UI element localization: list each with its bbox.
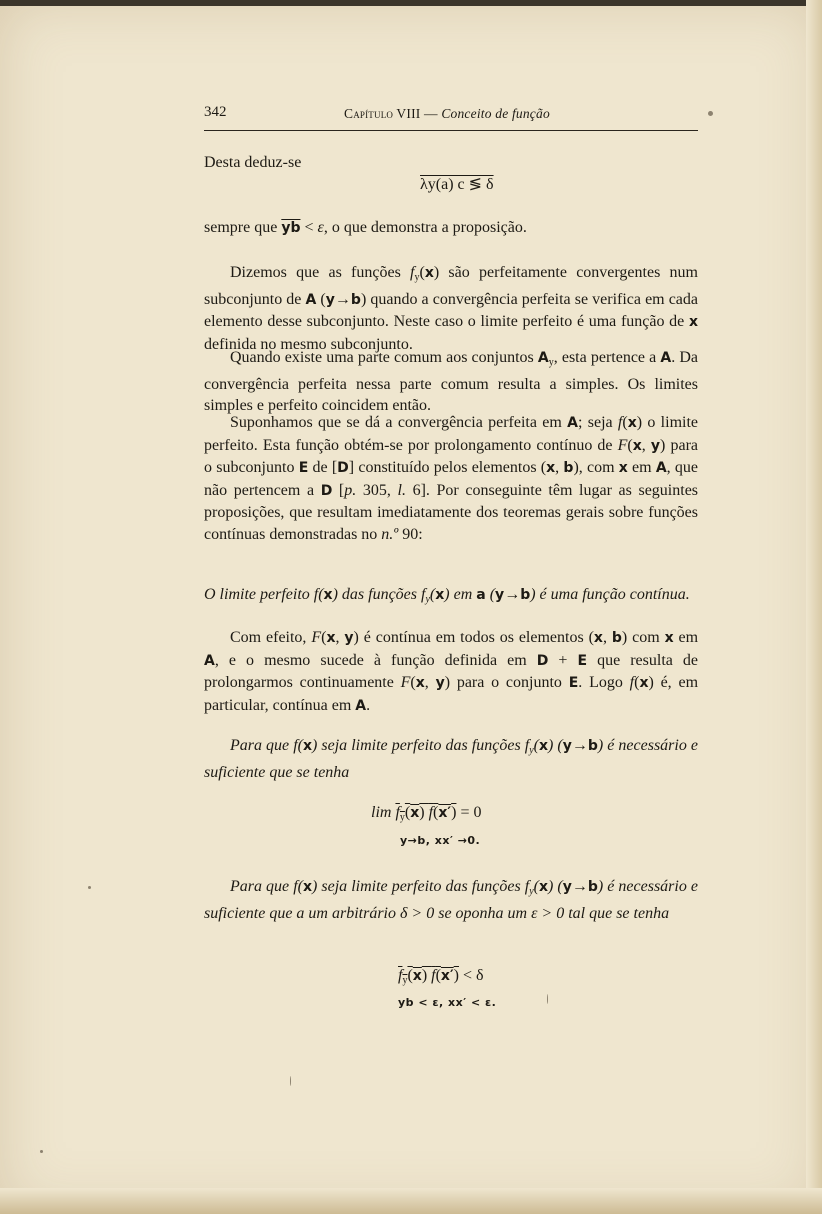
paragraph-com-efeito: Com efeito, F(x, y) é contínua em todos os elementos (x, b) com x em A, e o mesmo sucede à função definida em D + E que resulta de prolongarmos continuamente F(x, y) para o conjunto E. Logo f(x) é, em particular, contínua em A. <box>204 629 699 714</box>
symbol-yb: $\overline{yb}$ <box>281 220 301 236</box>
running-header <box>204 104 698 131</box>
theorem-necessary-1: Para que f(x) seja limite perfeito das funções $f_y(x)$ (y→b) é necessário e suficiente que se tenha <box>204 737 699 781</box>
formula-delta-condition: yb < ε, xx′ < ε. <box>398 996 497 1009</box>
formula-lim: $\lim f_y(x) f(x') = 0$ <box>371 804 482 823</box>
paragraph-sempre: sempre que $\overline{yb} < \varepsilon$, o que demonstra a proposição. <box>204 219 527 236</box>
formula-lim-condition: y→b, xx′ →0. <box>400 834 481 847</box>
symbol-epsilon: ε <box>317 219 324 236</box>
page-number: 342 <box>204 104 227 120</box>
running-title <box>344 106 550 122</box>
paragraph-dizemos: Dizemos que as funções $f_y(x)$ são perfeitamente convergentes num subconjunto de A (y→b) quando a convergência perfeita se verifica em cada elemento desse subconjunto. Neste caso o limite perfeito é uma função de x definida no mesmo subconjunto. <box>204 264 699 353</box>
formula-lambda <box>420 174 494 194</box>
formula-delta: $f_y(x) f(x') < \delta$ <box>398 967 484 986</box>
theorem-necessary-2: Para que f(x) seja limite perfeito das funções $f_y(x)$ (y→b) é necessário e suficiente que a um arbitrário δ > 0 se oponha um ε > 0 tal que se tenha <box>204 878 699 922</box>
paragraph-desta <box>204 152 698 174</box>
paper-speck <box>88 886 91 889</box>
paragraph-suponhamos: Suponhamos que se dá a convergência perfeita em A; seja f(x) o limite perfeito. Esta função obtém-se por prolongamento contínuo de F(x, y) para o subconjunto E de [D] constituído pelos elementos (x, b), com x em A, que não pertencem a D [p. 305, l. 6]. Por conseguinte têm lugar as seguintes proposições, que resultam imediatamente dos teoremas gerais sobre funções contínuas demonstradas no n.º 90: <box>204 414 699 543</box>
formula-lambda-text: λy(a) c ≶ δ <box>420 176 494 193</box>
page-bottom-edge <box>0 1188 822 1214</box>
paragraph-quando: Quando existe uma parte comum aos conjuntos $A_y$, esta pertence a A. Da convergência perfeita nessa parte comum resulta a simples. Os limites simples e perfeito coincidem então. <box>204 349 698 414</box>
header-separator: — <box>420 106 442 121</box>
theorem-continuous: O limite perfeito f(x) das funções $f_y(x)$ em a (y→b) é uma função contínua. <box>204 586 690 605</box>
paragraph-sempre-b: , o que demonstra a proposição. <box>323 219 527 236</box>
paper-speck <box>40 1150 43 1153</box>
chapter-label: Capítulo VIII <box>344 106 421 121</box>
chapter-topic: Conceito de função <box>441 106 550 121</box>
scan-top-edge <box>0 0 822 6</box>
paragraph-desta-text: Desta deduz-se <box>204 154 302 171</box>
page-right-edge <box>806 0 822 1214</box>
paragraph-sempre-a: sempre que <box>204 219 282 236</box>
paper-speck <box>547 994 548 1004</box>
paper-speck <box>708 111 713 116</box>
paper-speck <box>290 1076 291 1086</box>
